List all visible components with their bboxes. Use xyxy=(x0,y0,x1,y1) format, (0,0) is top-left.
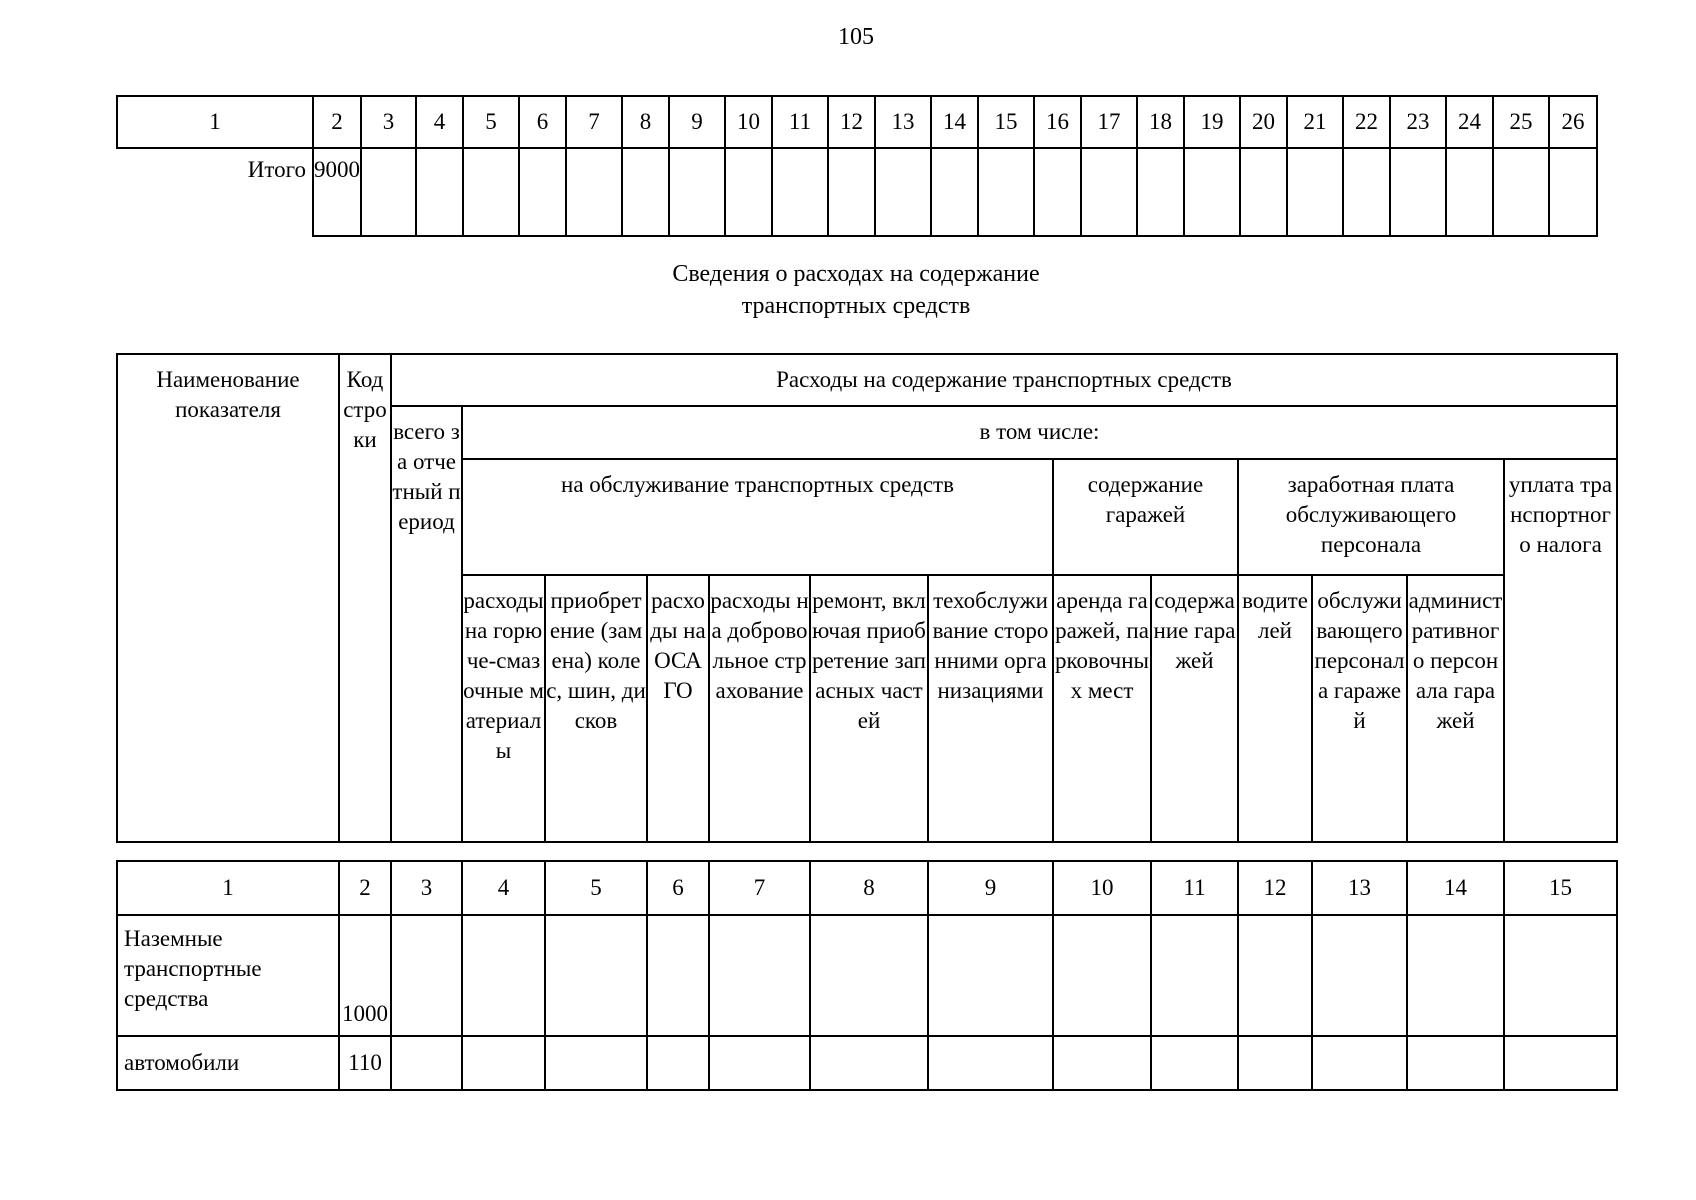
data-cell[interactable] xyxy=(391,1036,462,1090)
col-number: 11 xyxy=(772,96,828,148)
data-cell[interactable] xyxy=(1053,915,1151,1036)
wheels-header: приобретение (замена) колес, шин, дисков xyxy=(545,575,647,842)
total-cell-16[interactable] xyxy=(1034,148,1081,236)
total-code-value: 9000 xyxy=(314,157,360,182)
row-code: 110 xyxy=(339,1036,391,1090)
col-number: 15 xyxy=(978,96,1034,148)
column-numbers-row xyxy=(117,861,1617,915)
section-title xyxy=(0,258,1696,322)
repair-header: ремонт, включая приобретение запасных частей xyxy=(810,575,928,842)
col-number: 16 xyxy=(1034,96,1081,148)
total-cell-26[interactable] xyxy=(1549,148,1597,236)
total-cell-8[interactable] xyxy=(622,148,669,236)
col-number: 4 xyxy=(416,96,463,148)
garage-upkeep-header: содержание гаражей xyxy=(1053,459,1238,575)
line-code-header: Код строки xyxy=(339,354,391,842)
row-name: автомобили xyxy=(117,1036,339,1090)
data-cell[interactable] xyxy=(647,1036,709,1090)
total-cell-20[interactable] xyxy=(1240,148,1287,236)
data-cell[interactable] xyxy=(1407,915,1504,1036)
data-cell[interactable] xyxy=(1238,915,1312,1036)
col-number: 13 xyxy=(1312,861,1407,915)
staff-salary-header: заработная плата обслуживающего персонала xyxy=(1238,459,1504,575)
data-cell[interactable] xyxy=(810,915,928,1036)
data-cell[interactable] xyxy=(709,1036,810,1090)
including-header: в том числе: xyxy=(462,406,1617,459)
total-cell-6[interactable] xyxy=(519,148,566,236)
table-row xyxy=(117,915,1617,1036)
data-cell[interactable] xyxy=(545,1036,647,1090)
total-code xyxy=(313,148,361,236)
col-number: 24 xyxy=(1446,96,1493,148)
data-cell[interactable] xyxy=(391,915,462,1036)
col-number: 14 xyxy=(1407,861,1504,915)
col-number: 20 xyxy=(1240,96,1287,148)
col-number: 3 xyxy=(391,861,462,915)
total-cell-11[interactable] xyxy=(772,148,828,236)
totals-row xyxy=(117,148,1597,236)
table-row xyxy=(117,1036,1617,1090)
total-cell-24[interactable] xyxy=(1446,148,1493,236)
col-number: 8 xyxy=(810,861,928,915)
total-cell-25[interactable] xyxy=(1493,148,1549,236)
total-cell-13[interactable] xyxy=(875,148,931,236)
total-cell-9[interactable] xyxy=(669,148,725,236)
col-number: 6 xyxy=(647,861,709,915)
row-code: 1000 xyxy=(339,915,391,1036)
garage-admin-staff-header: административного персонала гаражей xyxy=(1407,575,1504,842)
data-cell[interactable] xyxy=(545,915,647,1036)
osago-header: расходы на ОСАГО xyxy=(647,575,709,842)
total-cell-4[interactable] xyxy=(416,148,463,236)
data-cell[interactable] xyxy=(647,915,709,1036)
data-cell[interactable] xyxy=(1312,915,1407,1036)
data-cell[interactable] xyxy=(462,1036,545,1090)
col-number: 13 xyxy=(875,96,931,148)
total-cell-19[interactable] xyxy=(1184,148,1240,236)
data-cell[interactable] xyxy=(1407,1036,1504,1090)
row-name: Наземные транспортные средства xyxy=(117,915,339,1036)
total-period-header: всего за отчетный период xyxy=(391,406,462,842)
garage-content-header: содержание гаражей xyxy=(1151,575,1238,842)
data-cell[interactable] xyxy=(1151,915,1238,1036)
data-cell[interactable] xyxy=(462,915,545,1036)
col-number: 9 xyxy=(928,861,1053,915)
data-cell[interactable] xyxy=(1504,1036,1617,1090)
col-number: 15 xyxy=(1504,861,1617,915)
total-cell-17[interactable] xyxy=(1081,148,1137,236)
col-number: 18 xyxy=(1137,96,1184,148)
expenses-header: Расходы на содержание транспортных средств xyxy=(391,354,1617,406)
total-cell-18[interactable] xyxy=(1137,148,1184,236)
col-number: 19 xyxy=(1184,96,1240,148)
col-number: 4 xyxy=(462,861,545,915)
col-number: 3 xyxy=(361,96,416,148)
section-title-line1: Сведения о расходах на содержание xyxy=(672,261,1040,287)
voluntary-insurance-header: расходы на добровольное страхование xyxy=(709,575,810,842)
total-cell-14[interactable] xyxy=(931,148,978,236)
totals-header-row xyxy=(117,96,1597,148)
data-cell[interactable] xyxy=(1053,1036,1151,1090)
col-number: 10 xyxy=(725,96,772,148)
col-number: 5 xyxy=(463,96,519,148)
col-number: 10 xyxy=(1053,861,1151,915)
expenses-data-table xyxy=(116,860,1618,1091)
maintenance-header: техобслуживание сторонними организациями xyxy=(928,575,1053,842)
data-cell[interactable] xyxy=(1504,915,1617,1036)
col-number: 23 xyxy=(1390,96,1446,148)
col-number: 25 xyxy=(1493,96,1549,148)
col-number: 6 xyxy=(519,96,566,148)
fuel-header: расходы на горюче-смазочные материалы xyxy=(462,575,545,842)
total-cell-15[interactable] xyxy=(978,148,1034,236)
col-number: 7 xyxy=(566,96,622,148)
col-number: 26 xyxy=(1549,96,1597,148)
section-title-line2: транспортных средств xyxy=(741,293,971,319)
expenses-header-table xyxy=(116,353,1618,843)
col-number: 12 xyxy=(828,96,875,148)
garage-service-staff-header: обслуживающего персонала гаражей xyxy=(1312,575,1407,842)
total-cell-22[interactable] xyxy=(1343,148,1390,236)
page-number: 105 xyxy=(838,24,874,50)
data-cell[interactable] xyxy=(810,1036,928,1090)
col-number: 1 xyxy=(117,96,313,148)
col-number: 1 xyxy=(117,861,339,915)
totals-table xyxy=(116,95,1598,237)
col-number: 17 xyxy=(1081,96,1137,148)
col-number: 12 xyxy=(1238,861,1312,915)
col-number: 5 xyxy=(545,861,647,915)
total-cell-5[interactable] xyxy=(463,148,519,236)
data-cell[interactable] xyxy=(1151,1036,1238,1090)
data-cell[interactable] xyxy=(928,915,1053,1036)
total-cell-7[interactable] xyxy=(566,148,622,236)
total-cell-10[interactable] xyxy=(725,148,772,236)
total-cell-12[interactable] xyxy=(828,148,875,236)
transport-tax-header: уплата транспортного налога xyxy=(1504,459,1617,842)
col-number: 14 xyxy=(931,96,978,148)
col-number: 9 xyxy=(669,96,725,148)
col-number: 21 xyxy=(1287,96,1343,148)
data-cell[interactable] xyxy=(709,915,810,1036)
indicator-name-header: Наименование показателя xyxy=(117,354,339,842)
drivers-header: водителей xyxy=(1238,575,1312,842)
col-number: 7 xyxy=(709,861,810,915)
total-cell-3[interactable] xyxy=(361,148,416,236)
total-cell-23[interactable] xyxy=(1390,148,1446,236)
data-cell[interactable] xyxy=(928,1036,1053,1090)
col-number: 11 xyxy=(1151,861,1238,915)
total-cell-21[interactable] xyxy=(1287,148,1343,236)
vehicle-service-header: на обслуживание транспортных средств xyxy=(462,459,1053,575)
col-number: 8 xyxy=(622,96,669,148)
col-number: 2 xyxy=(313,96,361,148)
col-number: 2 xyxy=(339,861,391,915)
total-label: Итого xyxy=(247,157,306,182)
data-cell[interactable] xyxy=(1312,1036,1407,1090)
col-number: 22 xyxy=(1343,96,1390,148)
garage-rent-header: аренда гаражей, парковочных мест xyxy=(1053,575,1151,842)
data-cell[interactable] xyxy=(1238,1036,1312,1090)
